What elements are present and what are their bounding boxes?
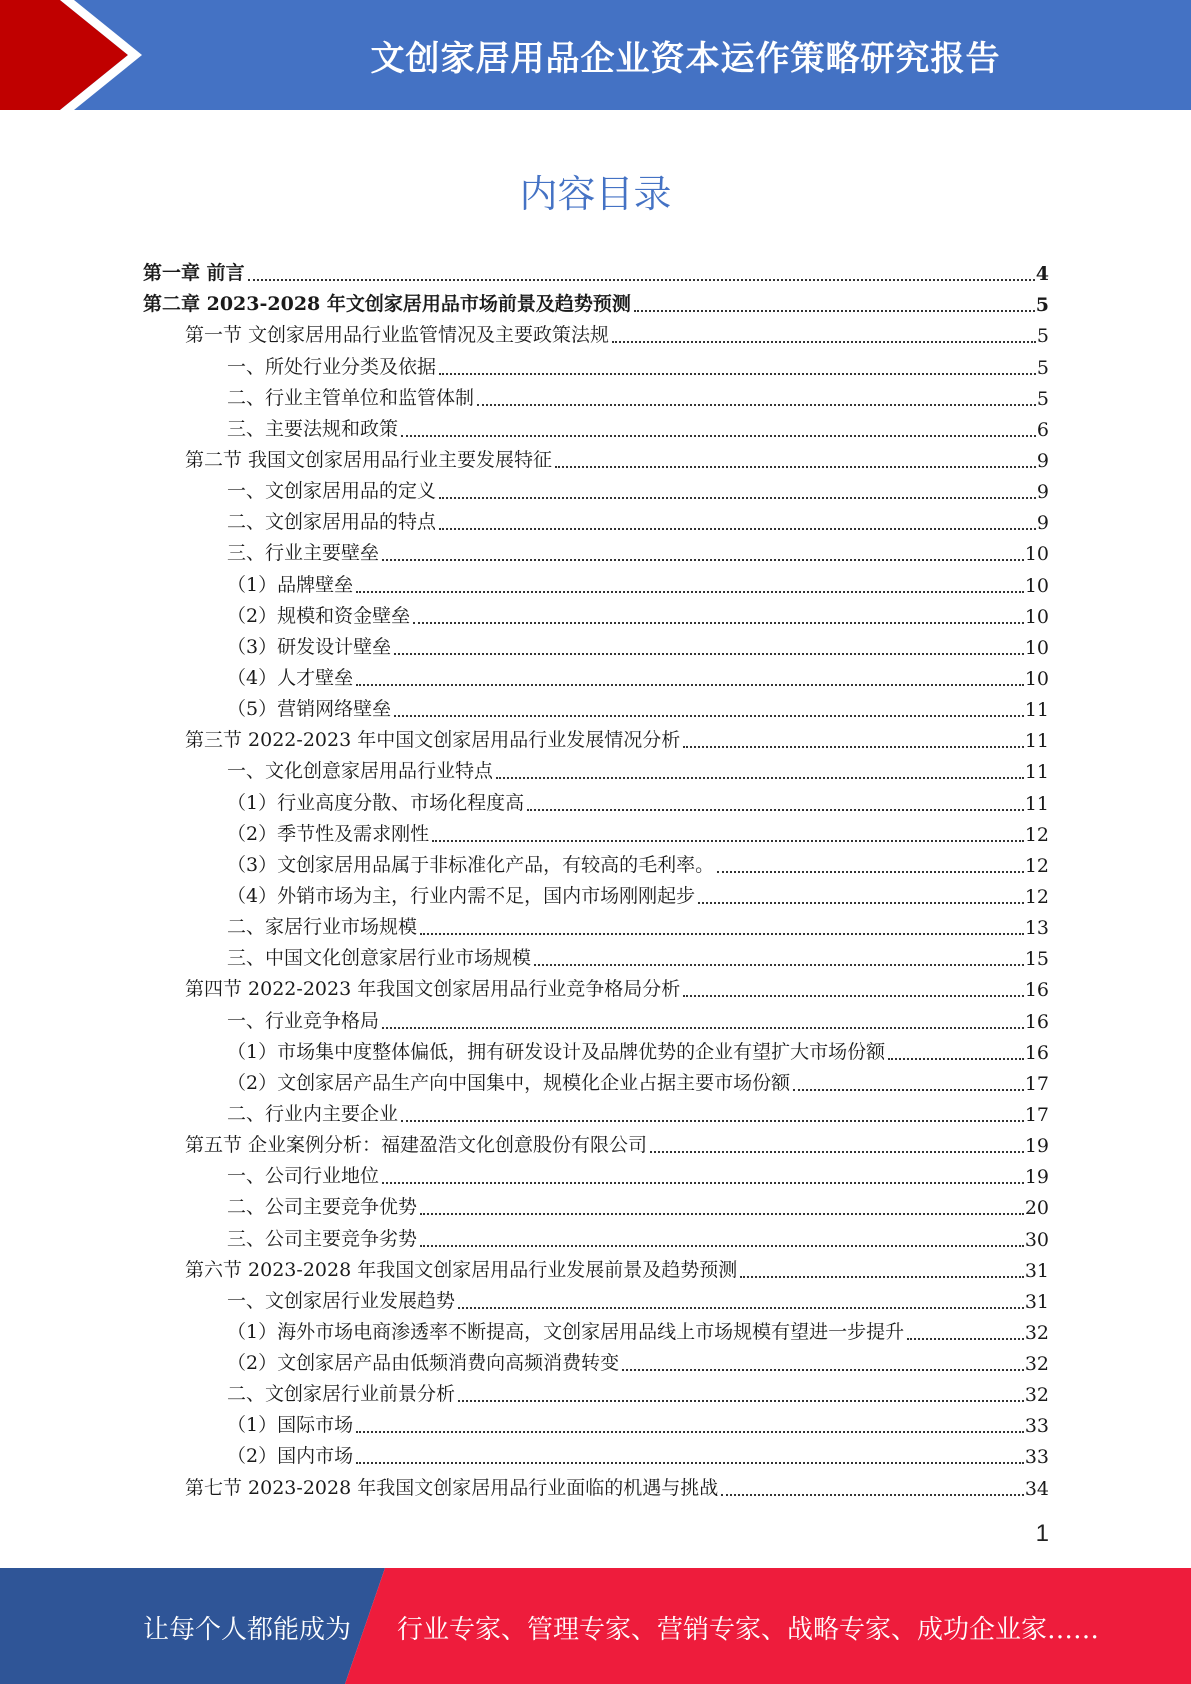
toc-entry-title: 二、公司主要竞争优势 (227, 1196, 418, 1219)
toc-leader-dots (650, 1151, 1024, 1153)
toc-entry-title: （1）品牌壁垒 (227, 573, 354, 596)
toc-leader-dots (888, 1058, 1024, 1060)
footer-slogan-right: 行业专家、管理专家、营销专家、战略专家、成功企业家…… (397, 1615, 1100, 1645)
toc-entry[interactable] (143, 1468, 1049, 1499)
toc-entry[interactable] (143, 1282, 1049, 1313)
toc-entry[interactable] (143, 783, 1049, 814)
toc-entry[interactable] (143, 1219, 1049, 1250)
toc-entry-page: 10 (1024, 543, 1049, 566)
toc-entry-page: 33 (1024, 1446, 1049, 1469)
toc-leader-dots (401, 435, 1036, 437)
toc-entry-page: 10 (1024, 636, 1049, 659)
toc-entry-page: 31 (1024, 1290, 1049, 1313)
toc-entry-title: 一、所处行业分类及依据 (227, 355, 437, 378)
toc-entry-title: 三、主要法规和政策 (227, 417, 399, 440)
toc-entry-page: 11 (1024, 761, 1049, 784)
toc-leader-dots (634, 310, 1035, 312)
toc-entry[interactable] (143, 1251, 1049, 1282)
toc-leader-dots (717, 871, 1024, 873)
toc-leader-dots (793, 1089, 1024, 1091)
toc-entry-page: 20 (1024, 1197, 1049, 1220)
toc-leader-dots (439, 528, 1036, 530)
toc-entry-title: （3）文创家居用品属于非标准化产品，有较高的毛利率。 (227, 853, 715, 876)
toc-entry-title: 第三节 2022-2023 年中国文创家居用品行业发展情况分析 (185, 729, 681, 752)
toc-leader-dots (477, 404, 1036, 406)
toc-entry[interactable] (143, 379, 1049, 410)
toc-leader-dots (683, 995, 1024, 997)
toc-leader-dots (496, 777, 1024, 779)
toc-entry-page: 17 (1024, 1103, 1049, 1126)
toc-leader-dots (721, 1494, 1024, 1496)
toc-entry-page: 17 (1024, 1072, 1049, 1095)
toc-entry-page: 6 (1036, 418, 1049, 441)
toc-leader-dots (356, 1462, 1024, 1464)
toc-leader-dots (458, 1400, 1024, 1402)
toc-entry[interactable] (143, 846, 1049, 877)
toc-entry-page: 5 (1036, 325, 1049, 348)
toc-entry-title: 一、文创家居行业发展趋势 (227, 1289, 456, 1312)
toc-entry[interactable] (143, 565, 1049, 596)
toc-entry[interactable] (143, 254, 1049, 285)
toc-leader-dots (356, 591, 1024, 593)
toc-entry-title: 一、行业竞争格局 (227, 1009, 380, 1032)
toc-entry-title: 第四节 2022-2023 年我国文创家居用品行业竞争格局分析 (185, 978, 681, 1001)
toc-entry-page: 16 (1024, 1041, 1049, 1064)
toc-entry[interactable] (143, 1437, 1049, 1468)
toc-entry-title: （1）国际市场 (227, 1414, 354, 1437)
toc-leader-dots (401, 1120, 1024, 1122)
toc-entry-page: 19 (1024, 1135, 1049, 1158)
toc-leader-dots (439, 373, 1036, 375)
toc-entry[interactable] (143, 1126, 1049, 1157)
toc-entry-page: 9 (1036, 481, 1049, 504)
toc-entry-title: 一、文创家居用品的定义 (227, 480, 437, 503)
toc-entry[interactable] (143, 690, 1049, 721)
toc-leader-dots (382, 559, 1024, 561)
toc-entry[interactable] (143, 815, 1049, 846)
toc-entry-page: 12 (1024, 823, 1049, 846)
toc-entry-page: 32 (1024, 1353, 1049, 1376)
toc-leader-dots (622, 1369, 1024, 1371)
toc-leader-dots (612, 341, 1036, 343)
toc-leader-dots (527, 809, 1024, 811)
toc-entry-title: 一、文化创意家居用品行业特点 (227, 760, 494, 783)
toc-entry-page: 13 (1024, 917, 1049, 940)
toc-entry[interactable] (143, 1064, 1049, 1095)
toc-entry-title: （4）人才壁垒 (227, 666, 354, 689)
toc-entry[interactable] (143, 1344, 1049, 1375)
toc-entry-page: 16 (1024, 1010, 1049, 1033)
toc-entry-title: 第六节 2023-2028 年我国文创家居用品行业发展前景及趋势预测 (185, 1258, 738, 1281)
toc-entry-title: 第五节 企业案例分析：福建盈浩文化创意股份有限公司 (185, 1134, 648, 1157)
toc-entry-page: 32 (1024, 1321, 1049, 1344)
toc-entry[interactable] (143, 721, 1049, 752)
toc-entry-page: 4 (1035, 263, 1049, 286)
toc-leader-dots (382, 1027, 1024, 1029)
toc-entry-title: （3）研发设计壁垒 (227, 635, 392, 658)
toc-entry[interactable] (143, 1033, 1049, 1064)
toc-entry-page: 11 (1024, 730, 1049, 753)
toc-entry[interactable] (143, 939, 1049, 970)
page-number: 1 (1035, 1520, 1049, 1547)
toc-entry[interactable] (143, 1375, 1049, 1406)
toc-leader-dots (420, 933, 1024, 935)
toc-entry-title: 第七节 2023-2028 年我国文创家居用品行业面临的机遇与挑战 (185, 1476, 719, 1499)
toc-entry[interactable] (143, 877, 1049, 908)
toc-leader-dots (248, 279, 1035, 281)
report-title: 文创家居用品企业资本运作策略研究报告 (370, 38, 1001, 79)
toc-entry[interactable] (143, 503, 1049, 534)
toc-entry-title: （1）行业高度分散、市场化程度高 (227, 791, 525, 814)
toc-entry[interactable] (143, 908, 1049, 939)
toc-heading: 内容目录 (519, 172, 672, 216)
toc-entry-page: 31 (1024, 1259, 1049, 1282)
toc-entry-page: 33 (1024, 1415, 1049, 1438)
toc-entry[interactable] (143, 534, 1049, 565)
toc-leader-dots (356, 1431, 1024, 1433)
toc-leader-dots (458, 1307, 1024, 1309)
toc-entry[interactable] (143, 752, 1049, 783)
toc-entry-page: 9 (1036, 449, 1049, 472)
toc-entry[interactable] (143, 597, 1049, 628)
toc-entry-page: 30 (1024, 1228, 1049, 1251)
toc-entry[interactable] (143, 472, 1049, 503)
toc-entry[interactable] (143, 628, 1049, 659)
toc-entry-title: 三、中国文化创意家居行业市场规模 (227, 947, 532, 970)
toc-leader-dots (413, 622, 1024, 624)
toc-leader-dots (534, 964, 1024, 966)
toc-leader-dots (698, 902, 1024, 904)
toc-entry-title: 二、行业内主要企业 (227, 1102, 399, 1125)
toc-entry-title: （2）文创家居产品由低频消费向高频消费转变 (227, 1352, 620, 1375)
toc-entry[interactable] (143, 1188, 1049, 1219)
toc-entry[interactable] (143, 441, 1049, 472)
toc-entry-title: （4）外销市场为主，行业内需不足，国内市场刚刚起步 (227, 884, 696, 907)
toc-leader-dots (382, 1182, 1024, 1184)
toc-leader-dots (420, 1213, 1024, 1215)
toc-entry-page: 9 (1036, 512, 1049, 535)
toc-entry-page: 10 (1024, 574, 1049, 597)
toc-entry-page: 11 (1024, 792, 1049, 815)
toc-entry[interactable] (143, 970, 1049, 1001)
toc-entry-page: 5 (1035, 294, 1049, 317)
toc-entry-title: （2）季节性及需求刚性 (227, 822, 430, 845)
toc-entry[interactable] (143, 410, 1049, 441)
toc-entry-title: （2）国内市场 (227, 1445, 354, 1468)
toc-entry-title: （1）海外市场电商渗透率不断提高，文创家居用品线上市场规模有望进一步提升 (227, 1320, 905, 1343)
toc-entry-title: 第二节 我国文创家居用品行业主要发展特征 (185, 448, 553, 471)
toc-entry-page: 15 (1024, 948, 1049, 971)
toc-leader-dots (356, 684, 1024, 686)
toc-entry[interactable] (143, 659, 1049, 690)
toc-entry[interactable] (143, 316, 1049, 347)
toc-entry-page: 32 (1024, 1384, 1049, 1407)
toc-entry-title: （2）规模和资金壁垒 (227, 604, 411, 627)
toc-entry[interactable] (143, 285, 1049, 316)
toc-entry-title: （2）文创家居产品生产向中国集中，规模化企业占据主要市场份额 (227, 1071, 791, 1094)
toc-entry[interactable] (143, 1313, 1049, 1344)
toc-leader-dots (740, 1276, 1024, 1278)
toc-entry-page: 16 (1024, 979, 1049, 1002)
toc-entry[interactable] (143, 1095, 1049, 1126)
toc-leader-dots (394, 653, 1024, 655)
toc-entry-title: 二、行业主管单位和监管体制 (227, 386, 475, 409)
toc-entry-title: 三、行业主要壁垒 (227, 542, 380, 565)
toc-leader-dots (907, 1338, 1024, 1340)
toc-entry-page: 5 (1036, 356, 1049, 379)
toc-entry-title: 第一节 文创家居用品行业监管情况及主要政策法规 (185, 324, 610, 347)
toc-entry-page: 10 (1024, 667, 1049, 690)
toc-entry[interactable] (143, 1001, 1049, 1032)
toc-entry-page: 12 (1024, 885, 1049, 908)
toc-entry[interactable] (143, 347, 1049, 378)
footer-slogan-left: 让每个人都能成为 (143, 1615, 352, 1645)
toc-entry-title: 二、家居行业市场规模 (227, 916, 418, 939)
toc-leader-dots (394, 715, 1024, 717)
toc-entry-page: 11 (1024, 699, 1049, 722)
toc-leader-dots (420, 1245, 1024, 1247)
toc-entry-page: 12 (1024, 854, 1049, 877)
toc-entry-page: 5 (1036, 387, 1049, 410)
toc-entry-title: 第一章 前言 (143, 262, 245, 285)
toc-entry-page: 34 (1024, 1477, 1049, 1500)
header-chevron-icon (0, 0, 160, 110)
toc-leader-dots (432, 840, 1024, 842)
toc-entry-page: 19 (1024, 1166, 1049, 1189)
toc-entry-title: 二、文创家居行业前景分析 (227, 1383, 456, 1406)
toc-entry-title: 二、文创家居用品的特点 (227, 511, 437, 534)
toc-leader-dots (683, 746, 1024, 748)
toc-entry[interactable] (143, 1406, 1049, 1437)
toc-entry-title: 第二章 2023-2028 年文创家居用品市场前景及趋势预测 (143, 293, 631, 316)
toc-leader-dots (555, 466, 1036, 468)
header-band (0, 0, 1191, 110)
toc-entry-title: （5）营销网络壁垒 (227, 698, 392, 721)
toc-entry-page: 10 (1024, 605, 1049, 628)
toc-entry[interactable] (143, 1157, 1049, 1188)
toc-entry-title: 一、公司行业地位 (227, 1165, 380, 1188)
toc-entry-title: （1）市场集中度整体偏低，拥有研发设计及品牌优势的企业有望扩大市场份额 (227, 1040, 886, 1063)
table-of-contents (143, 254, 1049, 1500)
toc-leader-dots (439, 497, 1036, 499)
toc-entry-title: 三、公司主要竞争劣势 (227, 1227, 418, 1250)
